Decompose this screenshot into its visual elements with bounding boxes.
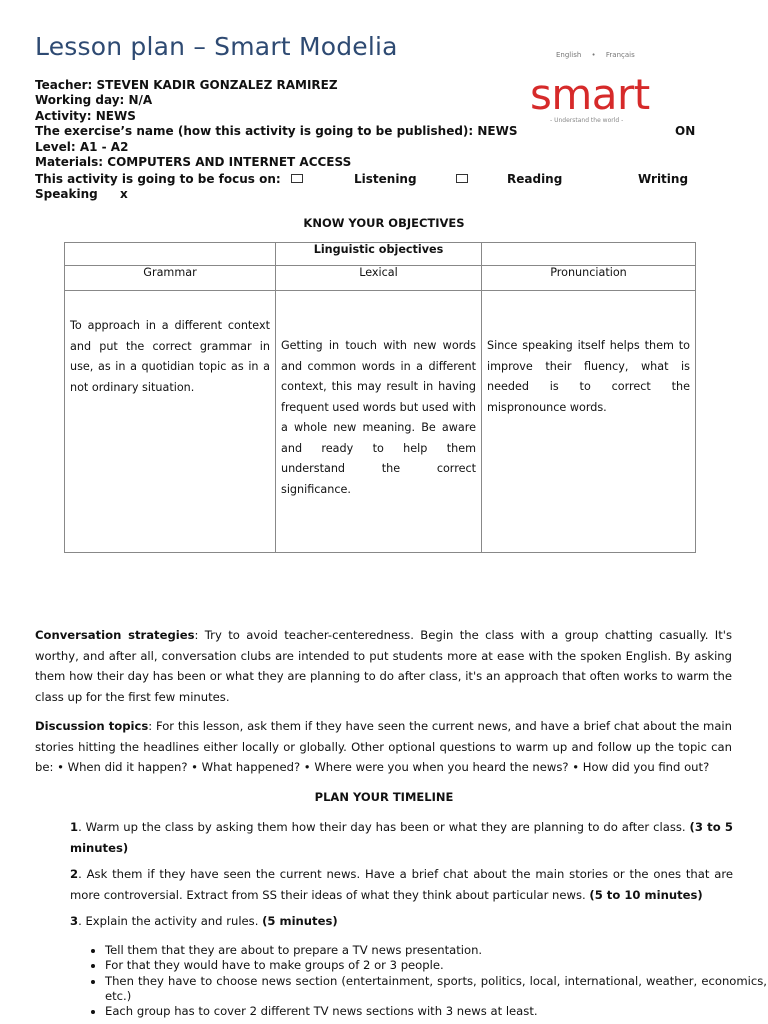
lang-separator: • — [591, 51, 596, 59]
step-time: (5 to 10 minutes) — [589, 887, 703, 902]
step-text: . Ask them if they have seen the current news. Have a brief chat about the main stories or the ones that are more controversial. Extract from SS their ideas of what they think about particular news. — [70, 867, 733, 902]
checkbox-square — [456, 174, 468, 183]
page-title: Lesson plan – Smart Modelia — [35, 32, 398, 61]
table-header-empty — [65, 243, 276, 266]
logo-tagline: - Understand the world - — [550, 117, 624, 124]
step-number: 1 — [70, 820, 79, 834]
materials-line: Materials: COMPUTERS AND INTERNET ACCESS — [35, 155, 352, 170]
step-time: (3 to 5 minutes) — [70, 820, 733, 855]
grammar-column-header: Grammar — [65, 266, 276, 291]
step-number: 2 — [70, 867, 79, 881]
discussion-topics-label: Discussion topics — [35, 719, 149, 733]
level-line: Level: A1 - A2 — [35, 139, 129, 154]
conversation-strategies-text: : Try to avoid teacher-centeredness. Begin the class with a group chatting casually. It's worthy, and after all, conversation clubs are intended to put students more at ease with the spoken English. By asking them how their day has been or what they are planning to do after class, it's an approach that often works to warm the class up for the first few minutes. — [35, 628, 732, 704]
lexical-cell: Getting in touch with new words and common words in a different context, this may result in having frequent used words but used with a whole new meaning. Be aware and ready to help them understand the correct significance. — [276, 291, 482, 553]
lang-french-link[interactable]: Français — [605, 51, 635, 59]
checkbox-square — [291, 174, 303, 183]
language-links — [556, 51, 643, 59]
timeline-step-1 — [70, 817, 733, 858]
objectives-title: KNOW YOUR OBJECTIVES — [303, 216, 465, 230]
discussion-topics-paragraph — [35, 716, 732, 778]
listening-label: Listening — [354, 172, 417, 186]
discussion-topics-text: : For this lesson, ask them if they have seen the current news, and have a brief chat about the main stories hitting the headlines either locally or globally. Other optional questions to warm up and follow up the topic can be: • When did it happen? • What happened? • Where were you when you heard the news? • How did you find out? — [35, 719, 732, 774]
reading-checkbox[interactable] — [456, 171, 468, 185]
pronunciation-cell: Since speaking itself helps them to improve their fluency, what is needed is to correct the mispronounce words. — [482, 291, 696, 553]
reading-label: Reading — [507, 172, 563, 186]
objectives-table — [64, 242, 696, 553]
activity-line: Activity: NEWS — [35, 108, 136, 123]
step-time: (5 minutes) — [262, 914, 338, 928]
teacher-line: Teacher: STEVEN KADIR GONZALEZ RAMIREZ — [35, 78, 338, 92]
conversation-strategies-label: Conversation strategies — [35, 628, 195, 642]
conversation-strategies-paragraph — [35, 625, 732, 707]
exercise-name-line: The exercise’s name (how this activity is going to be published): NEWS — [35, 124, 518, 139]
speaking-label: Speaking — [35, 187, 98, 201]
step-text: . Warm up the class by asking them how their day has been or what they are planning to do after class. — [78, 820, 690, 834]
lesson-info — [35, 78, 695, 170]
grammar-cell: To approach in a different context and put the correct grammar in use, as in a quotidian topic as in a not ordinary situation. — [65, 291, 276, 553]
step-text: . Explain the activity and rules. — [78, 914, 263, 928]
on-label: ON — [675, 124, 696, 138]
working-day-line: Working day: N/A — [35, 93, 153, 108]
speaking-mark: x — [120, 187, 128, 201]
lexical-column-header: Lexical — [276, 266, 482, 291]
step-number: 3 — [70, 914, 79, 928]
focus-label: This activity is going to be focus on: — [35, 172, 281, 186]
listening-checkbox[interactable] — [291, 171, 303, 185]
list-item: • Then they have to choose news section (entertainment, sports, politics, local, international, weather, economics, etc.) — [105, 974, 767, 1005]
timeline-step-2 — [70, 864, 733, 905]
table-header-empty — [482, 243, 696, 266]
list-item: • Each group has to cover 2 different TV news sections with 3 news at least. — [105, 1004, 767, 1019]
list-item: • Tell them that they are about to prepare a TV news presentation. — [105, 943, 767, 958]
activity-rules-list — [70, 943, 767, 1019]
linguistic-objectives-header: Linguistic objectives — [276, 243, 482, 266]
pronunciation-column-header: Pronunciation — [482, 266, 696, 291]
lang-english-link[interactable]: English — [556, 51, 582, 59]
logo-word: smart — [530, 70, 650, 119]
list-item: • For that they would have to make groups of 2 or 3 people. — [105, 958, 767, 973]
timeline-step-3 — [70, 911, 733, 932]
timeline-title: PLAN YOUR TIMELINE — [314, 790, 454, 804]
writing-label: Writing — [638, 172, 689, 186]
